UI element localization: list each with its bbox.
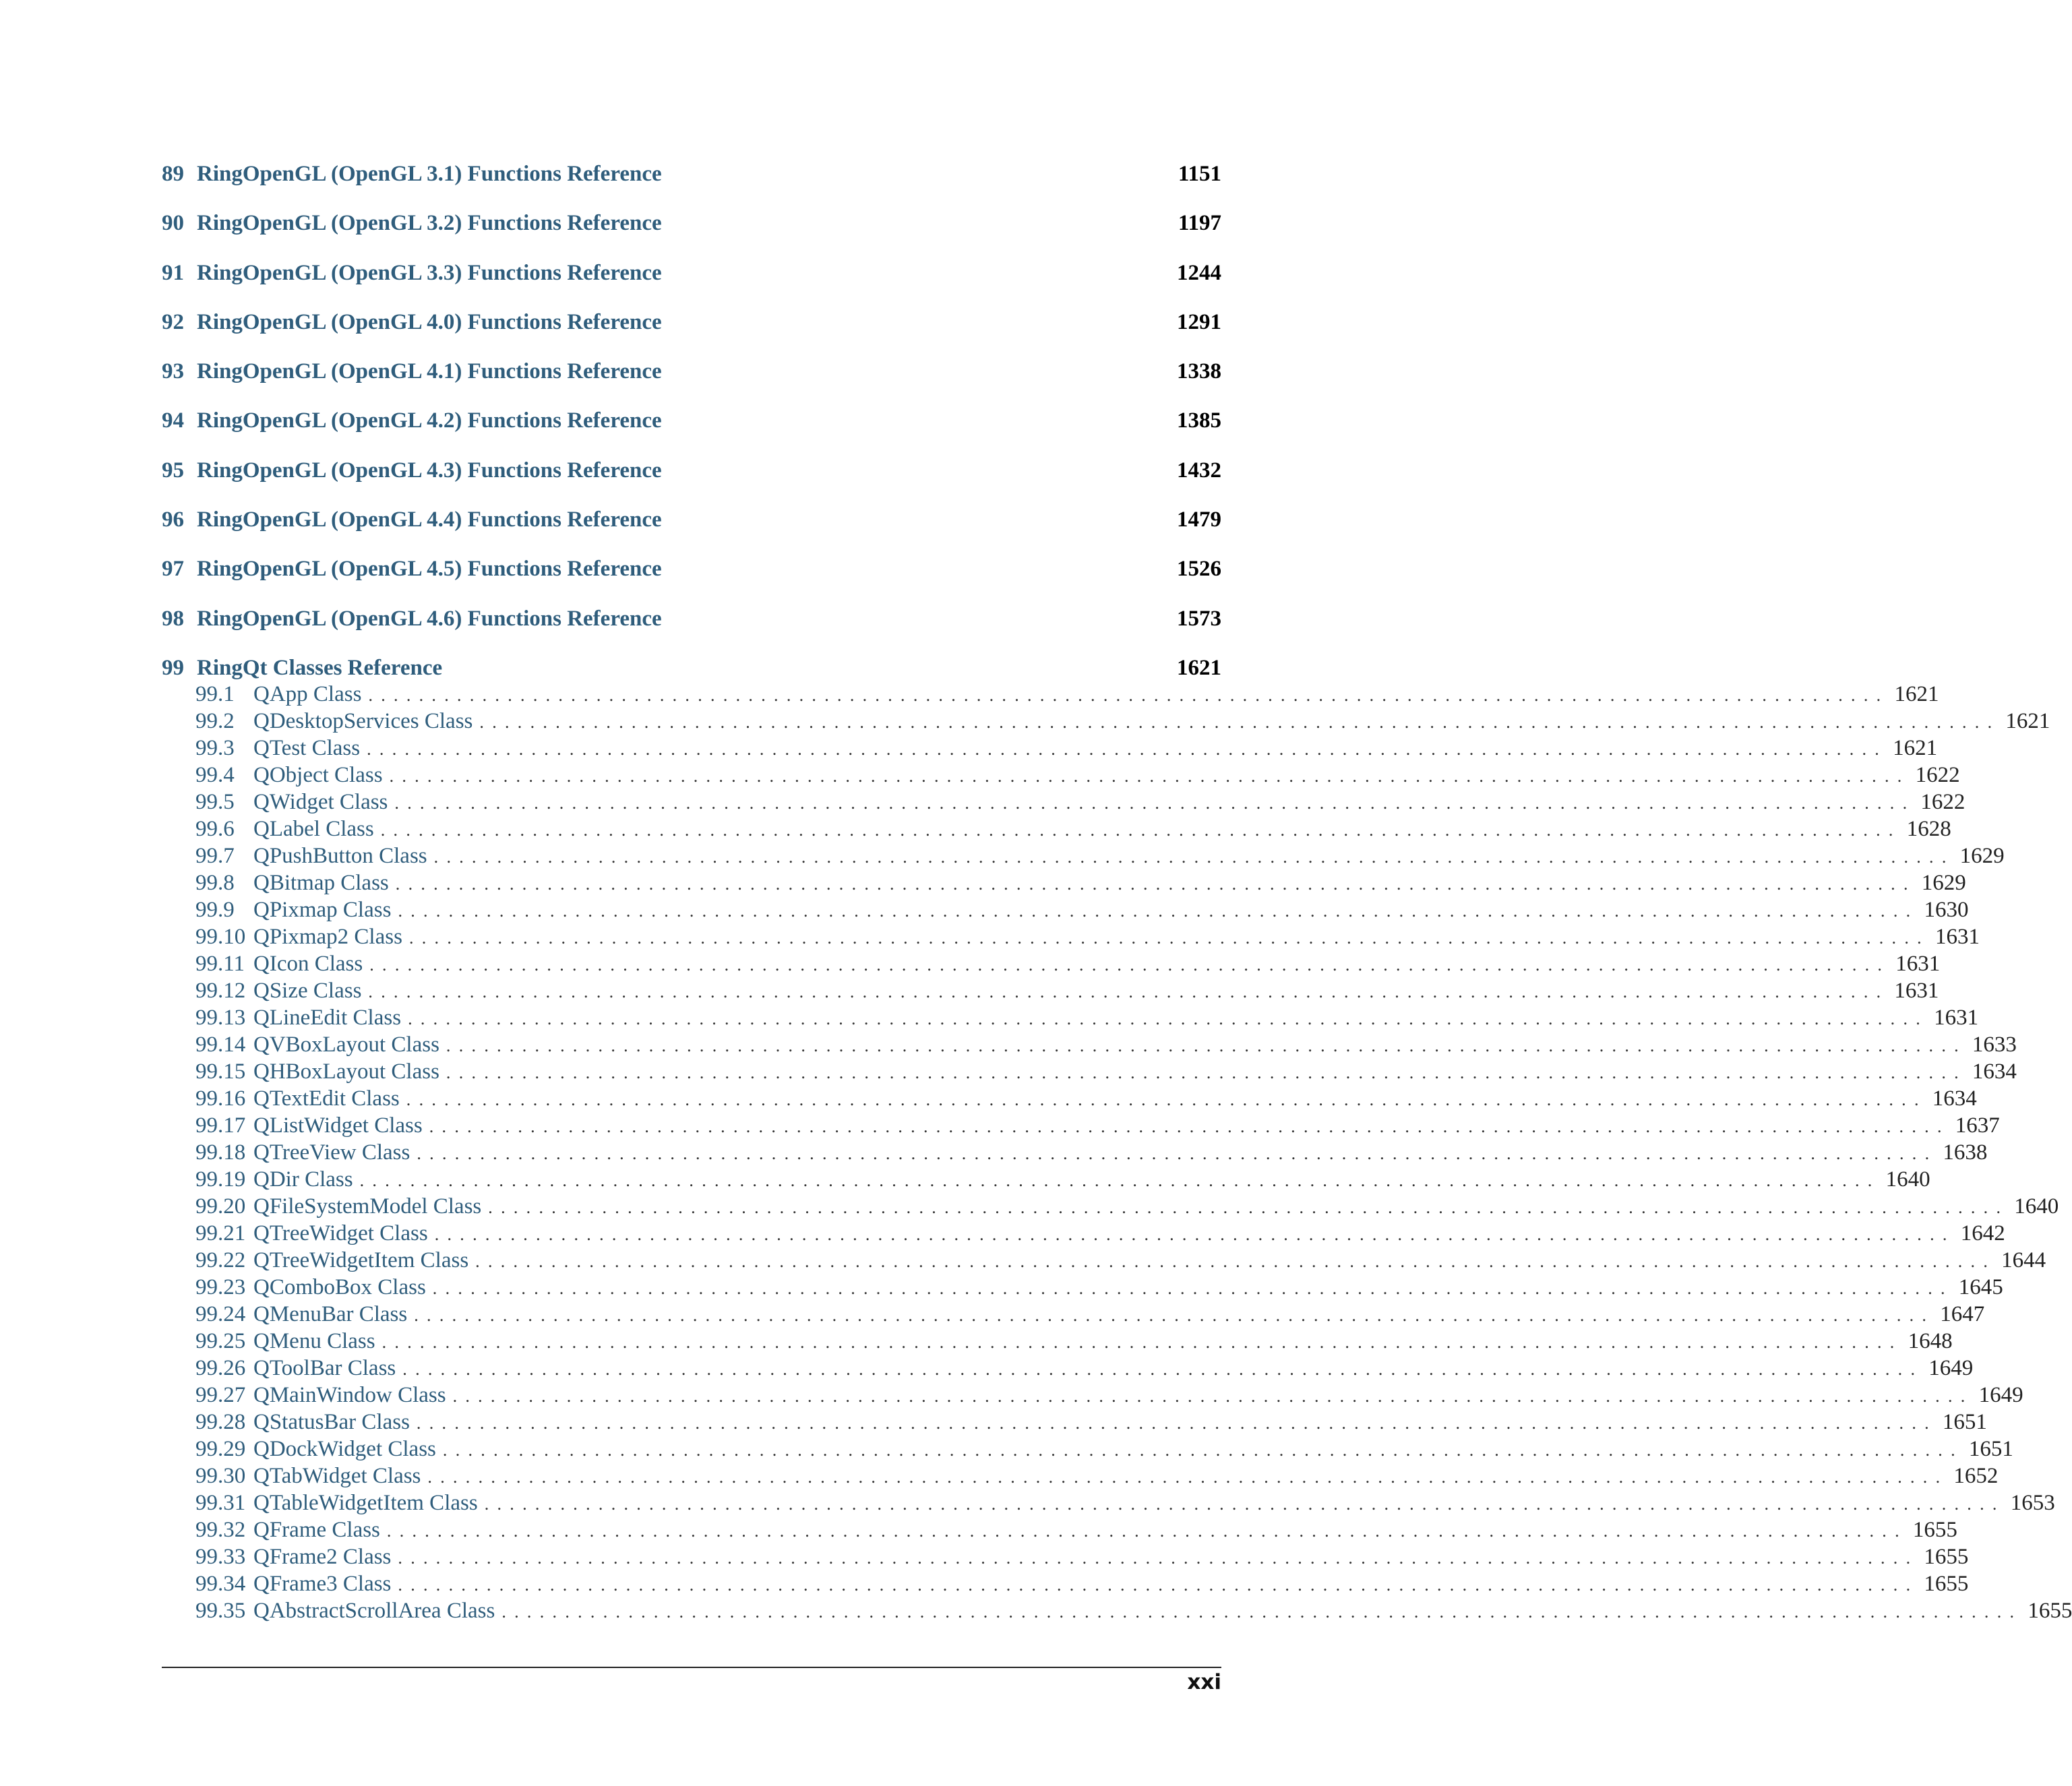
section-page-number: 1633 xyxy=(1972,1033,2017,1057)
section-number: 99.11 xyxy=(195,952,245,976)
dot-leader: ........................................................................................................................ xyxy=(488,1198,2009,1217)
section-page-number: 1649 xyxy=(1928,1356,1974,1380)
section-title-link[interactable]: QMainWindow Class xyxy=(253,1383,446,1407)
toc-chapter-entry[interactable] xyxy=(162,458,1221,507)
section-number: 99.14 xyxy=(195,1033,246,1057)
chapter-page-number: 1244 xyxy=(1177,260,1221,285)
section-page-number: 1649 xyxy=(1978,1383,2023,1407)
dot-leader: ........................................................................................................................ xyxy=(382,1332,1903,1352)
dot-leader: ........................................................................................................................ xyxy=(427,1467,1949,1487)
chapter-title-link[interactable]: RingOpenGL (OpenGL 4.6) Functions Reference xyxy=(197,606,662,631)
chapter-page-number: 1385 xyxy=(1177,408,1221,433)
toc-section-entry[interactable] xyxy=(195,844,2005,871)
section-page-number: 1634 xyxy=(1972,1059,2017,1084)
section-page-number: 1651 xyxy=(1942,1410,1987,1434)
footer-page-number: xxi xyxy=(1187,1670,1221,1694)
toc-section-entry[interactable] xyxy=(195,1572,1969,1599)
chapter-page-number: 1621 xyxy=(1177,655,1221,680)
toc-section-entry[interactable] xyxy=(195,1545,1969,1572)
dot-leader: ........................................................................................................................ xyxy=(452,1386,1974,1406)
toc-chapter-entry[interactable] xyxy=(162,162,1221,211)
dot-leader: ........................................................................................................................ xyxy=(398,1548,1919,1568)
section-title-link[interactable]: QBitmap Class xyxy=(253,871,389,895)
dot-leader: ........................................................................................................................ xyxy=(417,1144,1938,1163)
section-title-link[interactable]: QPushButton Class xyxy=(253,844,427,868)
section-title-link[interactable]: QFrame Class xyxy=(253,1518,380,1542)
section-number: 99.9 xyxy=(195,898,235,922)
dot-leader: ........................................................................................................................ xyxy=(433,847,1955,867)
section-title-link[interactable]: QTreeView Class xyxy=(253,1140,410,1165)
section-page-number: 1628 xyxy=(1906,817,1951,841)
section-page-number: 1637 xyxy=(1955,1113,2000,1138)
section-number: 99.3 xyxy=(195,736,235,760)
toc-section-entry[interactable] xyxy=(195,925,1980,952)
chapter-title-link[interactable]: RingOpenGL (OpenGL 4.0) Functions Reference xyxy=(197,309,662,334)
toc-section-entry[interactable] xyxy=(195,709,2050,736)
section-number: 99.17 xyxy=(195,1113,246,1138)
section-title-link[interactable]: QTableWidgetItem Class xyxy=(253,1491,478,1515)
dot-leader: ........................................................................................................................ xyxy=(429,1117,1950,1136)
dot-leader: ........................................................................................................................ xyxy=(446,1036,1967,1055)
section-page-number: 1651 xyxy=(1968,1437,2013,1461)
section-number: 99.28 xyxy=(195,1410,246,1434)
dot-leader: ........................................................................................................................ xyxy=(414,1305,1935,1325)
toc-section-entry[interactable] xyxy=(195,1113,2000,1140)
dot-leader: ........................................................................................................................ xyxy=(408,1009,1929,1028)
section-number: 99.20 xyxy=(195,1194,246,1219)
dot-leader: ........................................................................................................................ xyxy=(368,982,1889,1002)
dot-leader: ........................................................................................................................ xyxy=(402,1359,1924,1379)
section-title-link[interactable]: QTabWidget Class xyxy=(253,1464,421,1488)
section-page-number: 1655 xyxy=(1924,1572,1969,1596)
section-page-number: 1630 xyxy=(1924,898,1969,922)
dot-leader: ........................................................................................................................ xyxy=(398,1575,1919,1595)
chapter-page-number: 1151 xyxy=(1178,162,1221,186)
toc-section-entry[interactable] xyxy=(195,1518,1957,1545)
toc-section-entry[interactable] xyxy=(195,1491,2055,1518)
toc-chapter-entry[interactable] xyxy=(162,211,1221,260)
toc-section-entry[interactable] xyxy=(195,1140,1988,1167)
section-page-number: 1631 xyxy=(1934,1006,1979,1030)
section-title-link[interactable]: QDir Class xyxy=(253,1167,353,1192)
chapter-title-link[interactable]: RingOpenGL (OpenGL 4.1) Functions Reference xyxy=(197,359,662,384)
chapter-page-number: 1479 xyxy=(1177,507,1221,532)
section-title-link[interactable]: QLabel Class xyxy=(253,817,374,841)
section-page-number: 1621 xyxy=(1893,736,1938,760)
section-number: 99.33 xyxy=(195,1545,246,1569)
toc-chapter-entry[interactable] xyxy=(162,557,1221,606)
section-number: 99.16 xyxy=(195,1086,246,1111)
section-number: 99.27 xyxy=(195,1383,246,1407)
toc-section-entry[interactable] xyxy=(195,1302,1985,1329)
section-number: 99.2 xyxy=(195,709,235,733)
section-number: 99.34 xyxy=(195,1572,246,1596)
section-number: 99.10 xyxy=(195,925,246,949)
chapter-number: 99 xyxy=(162,655,184,680)
dot-leader: ........................................................................................................................ xyxy=(408,928,1930,948)
section-page-number: 1645 xyxy=(1958,1275,2003,1299)
toc-chapter-entry[interactable] xyxy=(162,261,1221,310)
section-page-number: 1653 xyxy=(2010,1491,2055,1515)
section-title-link[interactable]: QIcon Class xyxy=(253,952,363,976)
dot-leader: ........................................................................................................................ xyxy=(416,1413,1937,1433)
section-page-number: 1621 xyxy=(1894,682,1939,706)
toc-section-entry[interactable] xyxy=(195,1248,2046,1275)
chapter-page-number: 1573 xyxy=(1177,606,1221,631)
toc-chapter-entry[interactable] xyxy=(162,408,1221,458)
toc-chapter-entry[interactable] xyxy=(162,656,1221,684)
section-title-link[interactable]: QVBoxLayout Class xyxy=(253,1033,439,1057)
toc-section-entry[interactable] xyxy=(195,1086,1977,1113)
dot-leader: ........................................................................................................................ xyxy=(398,901,1919,921)
section-page-number: 1631 xyxy=(1934,925,1980,949)
section-number: 99.12 xyxy=(195,979,246,1003)
dot-leader: ........................................................................................................................ xyxy=(368,685,1889,705)
section-page-number: 1631 xyxy=(1895,952,1941,976)
chapter-page-number: 1338 xyxy=(1177,359,1221,384)
section-title-link[interactable]: QStatusBar Class xyxy=(253,1410,410,1434)
toc-chapter-entry[interactable] xyxy=(162,359,1221,408)
dot-leader: ........................................................................................................................ xyxy=(367,739,1888,759)
section-number: 99.26 xyxy=(195,1356,246,1380)
section-title-link[interactable]: QTest Class xyxy=(253,736,361,760)
toc-section-entry[interactable] xyxy=(195,1464,1999,1491)
section-page-number: 1640 xyxy=(1885,1167,1930,1192)
toc-section-entry[interactable] xyxy=(195,1437,2013,1464)
section-page-number: 1655 xyxy=(2028,1599,2072,1623)
section-number: 99.35 xyxy=(195,1599,246,1623)
toc-section-entry[interactable] xyxy=(195,682,1939,709)
section-page-number: 1655 xyxy=(1924,1545,1969,1569)
toc-chapter-entry[interactable] xyxy=(162,310,1221,359)
chapter-number: 94 xyxy=(162,408,184,433)
section-number: 99.23 xyxy=(195,1275,246,1299)
dot-leader: ........................................................................................................................ xyxy=(394,793,1916,813)
section-number: 99.31 xyxy=(195,1491,246,1515)
dot-leader: ........................................................................................................................ xyxy=(484,1494,2005,1514)
section-title-link[interactable]: QTreeWidgetItem Class xyxy=(253,1248,469,1272)
section-list xyxy=(195,682,2072,1626)
toc-section-entry[interactable] xyxy=(195,763,1960,790)
section-number: 99.4 xyxy=(195,763,235,787)
toc-section-entry[interactable] xyxy=(195,1006,1979,1033)
toc-section-entry[interactable] xyxy=(195,817,1951,844)
chapter-list xyxy=(162,162,1221,684)
section-number: 99.21 xyxy=(195,1221,246,1245)
section-page-number: 1640 xyxy=(2014,1194,2059,1219)
section-number: 99.15 xyxy=(195,1059,246,1084)
section-title-link[interactable]: QTextEdit Class xyxy=(253,1086,400,1111)
section-title-link[interactable]: QAbstractScrollArea Class xyxy=(253,1599,495,1623)
section-page-number: 1622 xyxy=(1920,790,1966,814)
section-title-link[interactable]: QObject Class xyxy=(253,763,383,787)
chapter-title-link[interactable]: RingOpenGL (OpenGL 3.1) Functions Reference xyxy=(197,162,662,186)
section-title-link[interactable]: QLineEdit Class xyxy=(253,1006,402,1030)
section-number: 99.30 xyxy=(195,1464,246,1488)
section-page-number: 1652 xyxy=(1953,1464,1999,1488)
chapter-page-number: 1197 xyxy=(1178,211,1221,236)
dot-leader: ........................................................................................................................ xyxy=(395,874,1916,894)
section-title-link[interactable]: QMenu Class xyxy=(253,1329,375,1353)
section-number: 99.32 xyxy=(195,1518,246,1542)
toc-section-entry[interactable] xyxy=(195,736,1938,763)
dot-leader: ........................................................................................................................ xyxy=(380,820,1901,840)
section-title-link[interactable]: QPixmap Class xyxy=(253,898,392,922)
chapter-title-link[interactable]: RingOpenGL (OpenGL 4.3) Functions Reference xyxy=(197,458,662,483)
toc-section-entry[interactable] xyxy=(195,1167,1930,1194)
section-number: 99.24 xyxy=(195,1302,246,1326)
toc-section-entry[interactable] xyxy=(195,790,1966,817)
chapter-page-number: 1526 xyxy=(1177,557,1221,582)
dot-leader: ........................................................................................................................ xyxy=(442,1440,1963,1460)
toc-section-entry[interactable] xyxy=(195,1410,1987,1437)
section-number: 99.19 xyxy=(195,1167,246,1192)
dot-leader: ........................................................................................................................ xyxy=(501,1602,2023,1622)
chapter-number: 90 xyxy=(162,211,184,236)
dot-leader: ........................................................................................................................ xyxy=(475,1252,1997,1271)
chapter-number: 91 xyxy=(162,260,184,285)
section-number: 99.7 xyxy=(195,844,235,868)
section-number: 99.18 xyxy=(195,1140,246,1165)
section-page-number: 1621 xyxy=(2005,709,2050,733)
section-title-link[interactable]: QComboBox Class xyxy=(253,1275,426,1299)
chapter-number: 97 xyxy=(162,557,184,582)
section-title-link[interactable]: QSize Class xyxy=(253,979,362,1003)
toc-section-entry[interactable] xyxy=(195,1194,2059,1221)
section-page-number: 1638 xyxy=(1943,1140,1988,1165)
chapter-title-link[interactable]: RingOpenGL (OpenGL 3.2) Functions Reference xyxy=(197,211,662,236)
section-title-link[interactable]: QListWidget Class xyxy=(253,1113,423,1138)
toc-section-entry[interactable] xyxy=(195,1356,1974,1383)
section-number: 99.5 xyxy=(195,790,235,814)
chapter-number: 92 xyxy=(162,309,184,334)
section-title-link[interactable]: QHBoxLayout Class xyxy=(253,1059,439,1084)
section-title-link[interactable]: QDesktopServices Class xyxy=(253,709,473,733)
section-number: 99.22 xyxy=(195,1248,246,1272)
section-number: 99.25 xyxy=(195,1329,246,1353)
toc-section-entry[interactable] xyxy=(195,1329,1953,1356)
section-page-number: 1629 xyxy=(1921,871,1966,895)
toc-section-entry[interactable] xyxy=(195,979,1939,1006)
toc-section-entry[interactable] xyxy=(195,898,1969,925)
toc-section-entry[interactable] xyxy=(195,1059,2017,1086)
chapter-title-link[interactable]: RingOpenGL (OpenGL 4.2) Functions Reference xyxy=(197,408,662,433)
toc-chapter-entry[interactable] xyxy=(162,607,1221,656)
section-title-link[interactable]: QApp Class xyxy=(253,682,362,706)
section-number: 99.1 xyxy=(195,682,235,706)
chapter-page-number: 1432 xyxy=(1177,458,1221,483)
dot-leader: ........................................................................................................................ xyxy=(479,712,2001,732)
section-page-number: 1634 xyxy=(1932,1086,1977,1111)
toc-section-entry[interactable] xyxy=(195,1599,2072,1626)
section-page-number: 1631 xyxy=(1894,979,1939,1003)
section-title-link[interactable]: QFrame2 Class xyxy=(253,1545,392,1569)
dot-leader: ........................................................................................................................ xyxy=(389,766,1910,786)
chapter-number: 89 xyxy=(162,162,184,186)
chapter-number: 98 xyxy=(162,606,184,631)
dot-leader: ........................................................................................................................ xyxy=(359,1171,1881,1190)
toc-section-entry[interactable] xyxy=(195,1033,2017,1059)
section-title-link[interactable]: QMenuBar Class xyxy=(253,1302,408,1326)
chapter-title-link[interactable]: RingOpenGL (OpenGL 4.4) Functions Reference xyxy=(197,507,662,532)
section-number: 99.6 xyxy=(195,817,235,841)
section-page-number: 1647 xyxy=(1940,1302,1985,1326)
chapter-number: 95 xyxy=(162,458,184,483)
footer-rule xyxy=(162,1667,1221,1668)
section-title-link[interactable]: QFileSystemModel Class xyxy=(253,1194,482,1219)
dot-leader: ........................................................................................................................ xyxy=(386,1521,1908,1541)
section-number: 99.29 xyxy=(195,1437,246,1461)
section-page-number: 1648 xyxy=(1908,1329,1953,1353)
section-number: 99.13 xyxy=(195,1006,246,1030)
chapter-title-link[interactable]: RingOpenGL (OpenGL 4.5) Functions Reference xyxy=(197,557,662,582)
chapter-number: 96 xyxy=(162,507,184,532)
section-page-number: 1655 xyxy=(1912,1518,1957,1542)
section-title-link[interactable]: QToolBar Class xyxy=(253,1356,396,1380)
section-page-number: 1622 xyxy=(1915,763,1960,787)
section-title-link[interactable]: QDockWidget Class xyxy=(253,1437,436,1461)
toc-section-entry[interactable] xyxy=(195,1275,2003,1302)
section-title-link[interactable]: QWidget Class xyxy=(253,790,388,814)
chapter-title-link[interactable]: RingOpenGL (OpenGL 3.3) Functions Reference xyxy=(197,260,662,285)
section-title-link[interactable]: QTreeWidget Class xyxy=(253,1221,428,1245)
dot-leader: ........................................................................................................................ xyxy=(446,1063,1967,1082)
section-title-link[interactable]: QPixmap2 Class xyxy=(253,925,402,949)
dot-leader: ........................................................................................................................ xyxy=(432,1279,1953,1298)
dot-leader: ........................................................................................................................ xyxy=(406,1090,1927,1109)
chapter-number: 93 xyxy=(162,359,184,384)
section-title-link[interactable]: QFrame3 Class xyxy=(253,1572,392,1596)
section-number: 99.8 xyxy=(195,871,235,895)
toc-section-entry[interactable] xyxy=(195,871,1966,898)
toc-section-entry[interactable] xyxy=(195,1221,2005,1248)
section-page-number: 1629 xyxy=(1959,844,2005,868)
toc-section-entry[interactable] xyxy=(195,952,1941,979)
section-page-number: 1644 xyxy=(2001,1248,2046,1272)
dot-leader: ........................................................................................................................ xyxy=(434,1225,1955,1244)
dot-leader: ........................................................................................................................ xyxy=(369,955,1891,975)
section-page-number: 1642 xyxy=(1960,1221,2005,1245)
toc-section-entry[interactable] xyxy=(195,1383,2023,1410)
chapter-title-link[interactable]: RingQt Classes Reference xyxy=(197,655,443,680)
toc-chapter-entry[interactable] xyxy=(162,507,1221,557)
chapter-page-number: 1291 xyxy=(1177,309,1221,334)
